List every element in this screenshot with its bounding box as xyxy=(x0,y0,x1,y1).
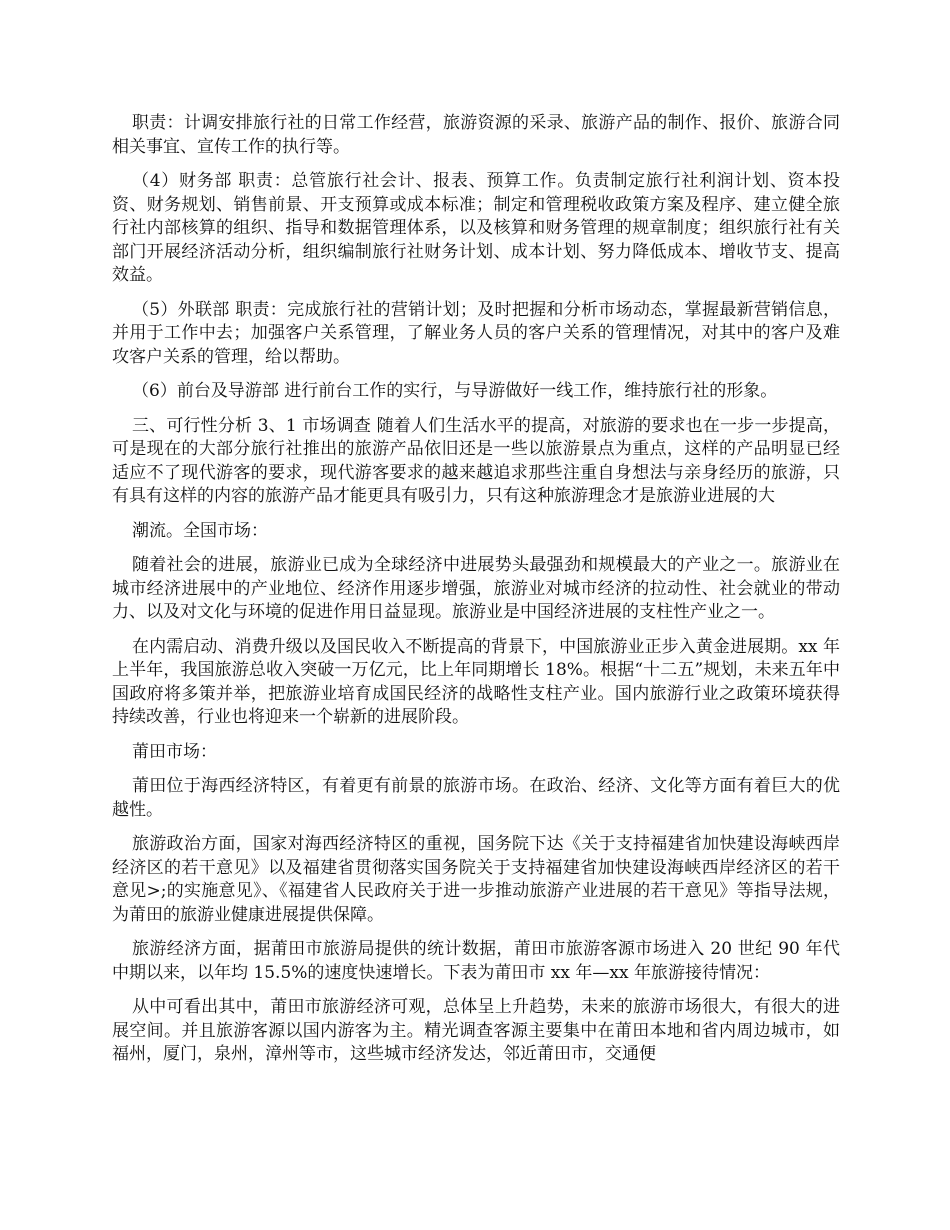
paragraph-market-outlook: 从中可看出其中，莆田市旅游经济可观，总体呈上升趋势，未来的旅游市场很大，有很大的进展空间。并且旅游客源以国内游客为主。精光调查客源主要集中在莆田本地和省内周边城市，如福州，厦门，泉州，漳州等市，这些城市经济发达，邻近莆田市，交通便 xyxy=(112,997,840,1064)
paragraph-domestic-demand: 在内需启动、消费升级以及国民收入不断提高的背景下，中国旅游业正步入黄金进展期。xx 年上半年，我国旅游总收入突破一万亿元，比上年同期增长 18%。根据“十二五”规划，未来五年中国政府将多策并举，把旅游业培育成国民经济的战略性支柱产业。国内旅游行业之政策环境获得持续改善，行业也将迎来一个崭新的进展阶段。 xyxy=(112,636,840,727)
paragraph-frontdesk-guide-dept: （6）前台及导游部 进行前台工作的实行，与导游做好一线工作，维持旅行社的形象。 xyxy=(132,381,778,401)
paragraph-feasibility-analysis: 三、可行性分析 3、1 市场调查 随着人们生活水平的提高，对旅游的要求也在一步一步提高，可是现在的大部分旅行社推出的旅游产品依旧还是一些以旅游景点为重点，这样的产品明显已经适应不了现代游客的要求，现代游客要求的越来越追求那些注重自身想法与亲身经历的旅游，只有具有这样的内容的旅游产品才能更具有吸引力，只有这种旅游理念才是旅游业进展的大 xyxy=(112,415,840,506)
paragraph-putian-location: 莆田位于海西经济特区，有着更有前景的旅游市场。在政治、经济、文化等方面有着巨大的优越性。 xyxy=(112,776,840,820)
paragraph-national-market-heading: 潮流。全国市场： xyxy=(132,520,268,541)
paragraph-duties-planning: 职责：计调安排旅行社的日常工作经营，旅游资源的采录、旅游产品的制作、报价、旅游合同相关事宜、宣传工作的执行等。 xyxy=(112,113,840,157)
paragraph-tourism-economy: 旅游经济方面，据莆田市旅游局提供的统计数据，莆田市旅游客源市场进入 20 世纪 90 年代中期以来，以年均 15.5%的速度快速增长。下表为莆田市 xx 年—xx 年旅游接待情况： xyxy=(112,939,840,983)
paragraph-finance-dept: （4）财务部 职责：总管旅行社会计、报表、预算工作。负责制定旅行社利润计划、资本投资、财务规划、销售前景、开支预算或成本标准；制定和管理税收政策方案及程序、建立健全旅行社内部核算的组织、指导和数据管理体系，以及核算和财务管理的规章制度；组织旅行社有关部门开展经济活动分析，组织编制旅行社财务计划、成本计划、努力降低成本、增收节支、提高效益。 xyxy=(112,171,840,285)
paragraph-liaison-dept: （5）外联部 职责：完成旅行社的营销计划；及时把握和分析市场动态，掌握最新营销信息，并用于工作中去；加强客户关系管理，了解业务人员的客户关系的管理情况，对其中的客户及难攻客户关系的管理，给以帮助。 xyxy=(112,299,840,367)
paragraph-tourism-development: 随着社会的进展，旅游业已成为全球经济中进展势头最强劲和规模最大的产业之一。旅游业在城市经济进展中的产业地位、经济作用逐步增强，旅游业对城市经济的拉动性、社会就业的带动力、以及对文化与环境的促进作用日益显现。旅游业是中国经济进展的支柱性产业之一。 xyxy=(112,555,840,622)
document-page xyxy=(112,112,840,1078)
paragraph-tourism-politics: 旅游政治方面，国家对海西经济特区的重视，国务院下达《关于支持福建省加快建设海峡西岸经济区的若干意见》以及福建省贯彻落实国务院关于支持福建省加快建设海峡西岸经济区的若干意见>;的实施意见》、《福建省人民政府关于进一步推动旅游产业进展的若干意见》等指导法规，为莆田的旅游业健康进展提供保障。 xyxy=(112,834,840,925)
paragraph-putian-market-heading: 莆田市场： xyxy=(132,741,217,762)
